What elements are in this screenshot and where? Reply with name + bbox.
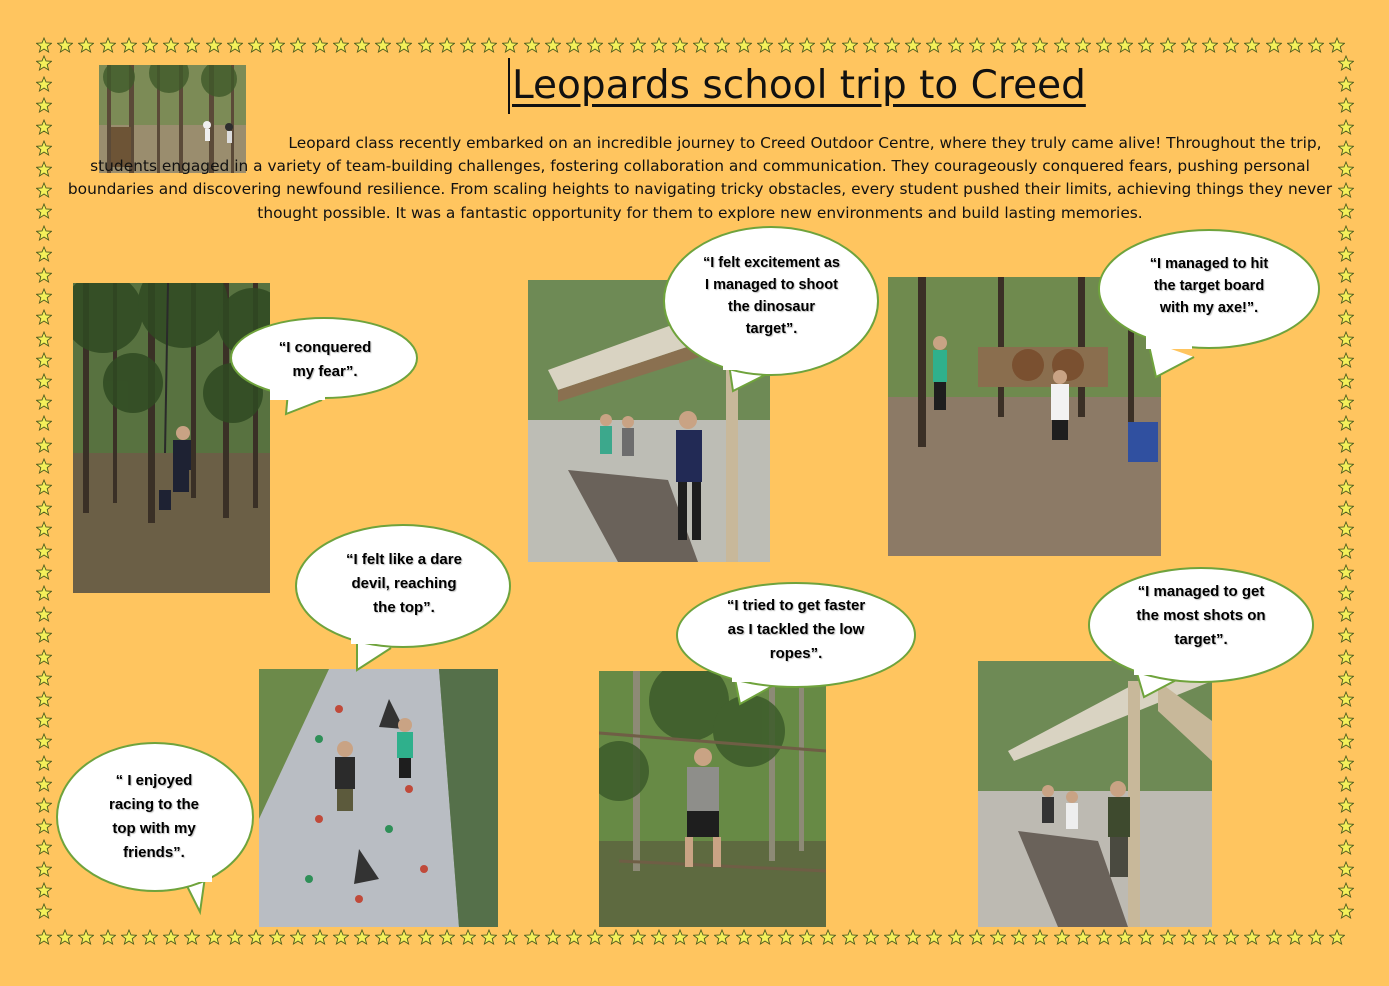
- star-icon: [1338, 352, 1354, 368]
- star-icon: [36, 415, 52, 431]
- star-icon: [1338, 309, 1354, 325]
- star-border-right: [1338, 55, 1354, 925]
- star-icon: [1117, 37, 1133, 53]
- star-icon: [36, 797, 52, 813]
- star-icon: [142, 929, 158, 945]
- star-icon: [1338, 755, 1354, 771]
- star-icon: [36, 776, 52, 792]
- star-icon: [1138, 929, 1154, 945]
- star-icon: [418, 929, 434, 945]
- star-icon: [36, 543, 52, 559]
- star-icon: [1266, 37, 1282, 53]
- star-icon: [1338, 670, 1354, 686]
- star-icon: [1338, 585, 1354, 601]
- star-icon: [78, 37, 94, 53]
- star-icon: [57, 929, 73, 945]
- star-icon: [672, 37, 688, 53]
- star-icon: [778, 37, 794, 53]
- star-icon: [36, 839, 52, 855]
- star-icon: [884, 929, 900, 945]
- star-icon: [1338, 776, 1354, 792]
- photo-archery-range: [978, 661, 1212, 927]
- star-icon: [926, 37, 942, 53]
- quote-7: “ I enjoyed racing to the top with my friends”.: [108, 772, 199, 861]
- star-icon: [948, 37, 964, 53]
- star-icon: [969, 929, 985, 945]
- star-icon: [1338, 691, 1354, 707]
- star-icon: [36, 225, 52, 241]
- star-icon: [608, 929, 624, 945]
- star-icon: [757, 37, 773, 53]
- star-icon: [1338, 415, 1354, 431]
- quote-5: “I tried to get faster as I tackled the low ropes”.: [726, 597, 866, 662]
- star-icon: [1338, 182, 1354, 198]
- star-icon: [36, 246, 52, 262]
- star-icon: [248, 929, 264, 945]
- star-icon: [1338, 373, 1354, 389]
- star-icon: [1181, 929, 1197, 945]
- star-icon: [1338, 797, 1354, 813]
- star-icon: [1338, 161, 1354, 177]
- star-icon: [566, 929, 582, 945]
- star-icon: [1338, 479, 1354, 495]
- star-icon: [736, 37, 752, 53]
- star-icon: [502, 929, 518, 945]
- star-icon: [206, 37, 222, 53]
- star-icon: [651, 37, 667, 53]
- speech-bubble-7: [56, 742, 256, 914]
- star-icon: [100, 929, 116, 945]
- star-icon: [1202, 37, 1218, 53]
- star-icon: [693, 37, 709, 53]
- star-icon: [1338, 437, 1354, 453]
- star-icon: [714, 37, 730, 53]
- star-icon: [969, 37, 985, 53]
- star-icon: [1338, 458, 1354, 474]
- star-icon: [36, 627, 52, 643]
- star-icon: [1338, 55, 1354, 71]
- star-icon: [524, 37, 540, 53]
- star-icon: [1338, 394, 1354, 410]
- star-icon: [418, 37, 434, 53]
- star-border-left: [36, 55, 52, 925]
- photo-low-ropes: [599, 671, 826, 927]
- star-icon: [1117, 929, 1133, 945]
- star-icon: [36, 903, 52, 919]
- star-icon: [36, 649, 52, 665]
- star-icon: [227, 37, 243, 53]
- star-icon: [502, 37, 518, 53]
- star-icon: [1287, 37, 1303, 53]
- star-icon: [1054, 37, 1070, 53]
- star-icon: [1338, 839, 1354, 855]
- star-icon: [1338, 712, 1354, 728]
- star-icon: [375, 929, 391, 945]
- star-icon: [100, 37, 116, 53]
- star-icon: [36, 309, 52, 325]
- star-icon: [481, 37, 497, 53]
- star-icon: [1096, 37, 1112, 53]
- star-icon: [36, 521, 52, 537]
- star-icon: [163, 37, 179, 53]
- star-icon: [439, 37, 455, 53]
- star-icon: [1338, 521, 1354, 537]
- speech-bubble-4: [295, 524, 513, 672]
- star-icon: [36, 182, 52, 198]
- star-icon: [1338, 606, 1354, 622]
- star-icon: [736, 929, 752, 945]
- star-icon: [1244, 37, 1260, 53]
- star-icon: [1338, 733, 1354, 749]
- star-icon: [163, 929, 179, 945]
- star-icon: [1075, 37, 1091, 53]
- star-icon: [1338, 288, 1354, 304]
- page-title: Leopards school trip to Creed: [508, 58, 1092, 114]
- star-icon: [1338, 564, 1354, 580]
- star-icon: [1266, 929, 1282, 945]
- star-icon: [587, 929, 603, 945]
- star-icon: [863, 929, 879, 945]
- star-icon: [1032, 37, 1048, 53]
- star-icon: [1338, 246, 1354, 262]
- star-icon: [1244, 929, 1260, 945]
- star-icon: [1338, 500, 1354, 516]
- star-icon: [1338, 76, 1354, 92]
- quote-4: “I felt like a dare devil, reaching the top”.: [346, 551, 462, 616]
- star-icon: [36, 755, 52, 771]
- star-icon: [375, 37, 391, 53]
- star-icon: [36, 76, 52, 92]
- star-icon: [714, 929, 730, 945]
- star-icon: [545, 37, 561, 53]
- star-icon: [630, 37, 646, 53]
- speech-bubble-2: [663, 226, 880, 394]
- star-icon: [1308, 929, 1324, 945]
- quote-6: “I managed to get the most shots on target”.: [1136, 583, 1266, 648]
- star-icon: [36, 394, 52, 410]
- speech-bubble-6: [1088, 567, 1314, 699]
- star-icon: [1338, 331, 1354, 347]
- speech-bubble-3: [1098, 229, 1322, 379]
- star-icon: [121, 929, 137, 945]
- star-icon: [227, 929, 243, 945]
- speech-bubble-1: [230, 318, 420, 418]
- star-icon: [778, 929, 794, 945]
- star-icon: [36, 479, 52, 495]
- star-icon: [36, 861, 52, 877]
- star-icon: [1075, 929, 1091, 945]
- star-icon: [36, 929, 52, 945]
- star-icon: [905, 929, 921, 945]
- star-icon: [587, 37, 603, 53]
- star-icon: [36, 458, 52, 474]
- star-icon: [842, 929, 858, 945]
- star-icon: [57, 37, 73, 53]
- star-icon: [1338, 903, 1354, 919]
- star-icon: [460, 37, 476, 53]
- quote-3: “I managed to hit the target board with my axe!”.: [1149, 256, 1269, 316]
- star-icon: [36, 564, 52, 580]
- star-icon: [1138, 37, 1154, 53]
- star-icon: [290, 37, 306, 53]
- star-icon: [1338, 861, 1354, 877]
- star-icon: [36, 818, 52, 834]
- star-icon: [1223, 37, 1239, 53]
- star-icon: [863, 37, 879, 53]
- star-icon: [36, 161, 52, 177]
- star-icon: [36, 606, 52, 622]
- star-icon: [651, 929, 667, 945]
- photo-climbing-wall: [259, 669, 498, 927]
- star-icon: [1329, 929, 1345, 945]
- star-icon: [481, 929, 497, 945]
- star-icon: [1338, 649, 1354, 665]
- intro-paragraph: [60, 132, 1340, 225]
- star-icon: [248, 37, 264, 53]
- star-icon: [1338, 203, 1354, 219]
- star-icon: [78, 929, 94, 945]
- star-icon: [354, 37, 370, 53]
- star-icon: [799, 37, 815, 53]
- star-icon: [36, 733, 52, 749]
- star-icon: [1338, 140, 1354, 156]
- star-icon: [1338, 119, 1354, 135]
- star-icon: [36, 267, 52, 283]
- star-icon: [757, 929, 773, 945]
- star-icon: [693, 929, 709, 945]
- star-icon: [842, 37, 858, 53]
- star-icon: [1338, 627, 1354, 643]
- star-icon: [36, 882, 52, 898]
- star-icon: [799, 929, 815, 945]
- star-icon: [36, 437, 52, 453]
- star-icon: [36, 585, 52, 601]
- star-icon: [396, 37, 412, 53]
- star-icon: [926, 929, 942, 945]
- star-icon: [990, 37, 1006, 53]
- star-icon: [36, 691, 52, 707]
- star-icon: [545, 929, 561, 945]
- star-icon: [1160, 929, 1176, 945]
- star-icon: [630, 929, 646, 945]
- star-icon: [36, 712, 52, 728]
- star-icon: [121, 37, 137, 53]
- star-icon: [990, 929, 1006, 945]
- star-icon: [269, 929, 285, 945]
- star-icon: [1338, 818, 1354, 834]
- star-icon: [290, 929, 306, 945]
- star-icon: [1308, 37, 1324, 53]
- star-icon: [184, 37, 200, 53]
- star-icon: [884, 37, 900, 53]
- star-icon: [566, 37, 582, 53]
- star-icon: [312, 37, 328, 53]
- star-icon: [333, 929, 349, 945]
- star-icon: [439, 929, 455, 945]
- star-icon: [36, 203, 52, 219]
- star-icon: [1338, 97, 1354, 113]
- star-icon: [142, 37, 158, 53]
- star-icon: [905, 37, 921, 53]
- star-icon: [1181, 37, 1197, 53]
- quote-2: “I felt excitement as I managed to shoot the dinosaur target”.: [703, 255, 840, 337]
- star-icon: [1160, 37, 1176, 53]
- star-icon: [820, 929, 836, 945]
- quote-1: “I conquered my fear”.: [278, 339, 372, 380]
- star-icon: [36, 670, 52, 686]
- star-icon: [396, 929, 412, 945]
- star-icon: [1223, 929, 1239, 945]
- star-icon: [312, 929, 328, 945]
- star-icon: [1032, 929, 1048, 945]
- star-icon: [36, 373, 52, 389]
- star-border-bottom: [36, 929, 1362, 945]
- star-icon: [36, 55, 52, 71]
- star-icon: [1338, 543, 1354, 559]
- star-icon: [36, 37, 52, 53]
- star-icon: [354, 929, 370, 945]
- star-icon: [1338, 225, 1354, 241]
- star-icon: [1011, 37, 1027, 53]
- star-icon: [820, 37, 836, 53]
- star-icon: [36, 352, 52, 368]
- star-icon: [36, 119, 52, 135]
- star-icon: [672, 929, 688, 945]
- star-border-top: [36, 37, 1362, 53]
- star-icon: [1338, 267, 1354, 283]
- star-icon: [460, 929, 476, 945]
- star-icon: [269, 37, 285, 53]
- star-icon: [36, 97, 52, 113]
- star-icon: [1338, 882, 1354, 898]
- speech-bubble-5: [676, 582, 916, 706]
- star-icon: [184, 929, 200, 945]
- intro-text: Leopard class recently embarked on an incredible journey to Creed Outdoor Centre, where they truly came alive! Throughout the trip, students engaged in a variety of team-building challenges, fostering collaboration and communication. They courageously conquered fears, pushing personal boundaries and discovering newfound resilience. From scaling heights to navigating tricky obstacles, every student pushed their limits, achieving things they never thought possible. It was a fantastic opportunity for them to explore new environments and build lasting memories.: [67, 134, 1333, 222]
- star-icon: [36, 288, 52, 304]
- star-icon: [1202, 929, 1218, 945]
- star-icon: [948, 929, 964, 945]
- star-icon: [1096, 929, 1112, 945]
- star-icon: [36, 140, 52, 156]
- star-icon: [36, 331, 52, 347]
- star-icon: [1287, 929, 1303, 945]
- star-icon: [1054, 929, 1070, 945]
- star-icon: [1011, 929, 1027, 945]
- star-icon: [36, 500, 52, 516]
- star-icon: [206, 929, 222, 945]
- star-icon: [524, 929, 540, 945]
- star-icon: [608, 37, 624, 53]
- star-icon: [333, 37, 349, 53]
- star-icon: [1329, 37, 1345, 53]
